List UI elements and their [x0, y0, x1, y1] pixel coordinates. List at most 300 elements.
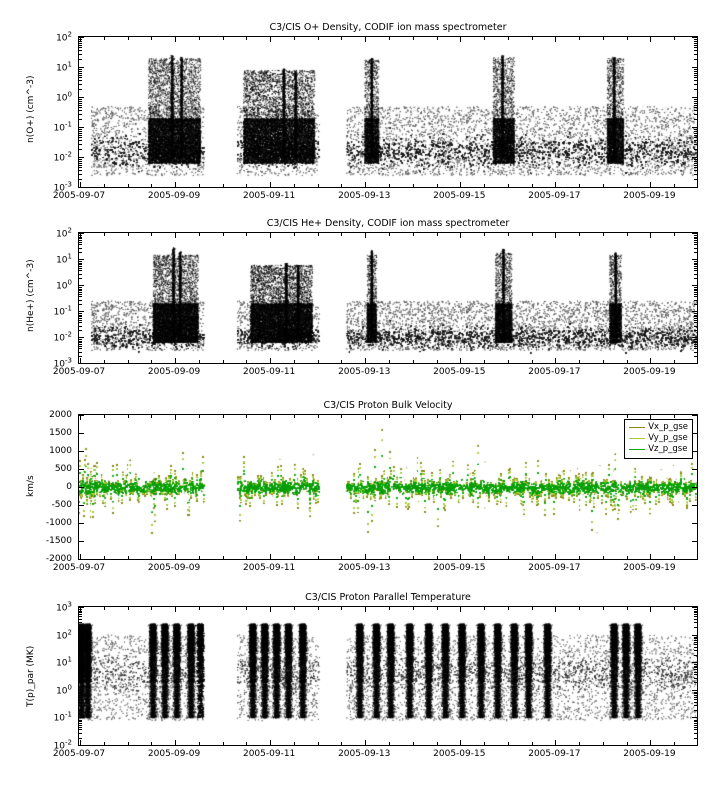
x-minor-tick	[627, 742, 628, 745]
y-minor-tick	[79, 627, 82, 628]
y-minor-tick	[79, 170, 82, 171]
y-minor-tick	[79, 47, 82, 48]
x-tick-label: 2005-09-07	[52, 749, 106, 759]
legend-entry	[629, 422, 688, 433]
y-minor-tick	[694, 313, 697, 314]
x-minor-tick	[389, 360, 390, 363]
y-minor-tick	[79, 135, 82, 136]
y-minor-tick	[694, 609, 697, 610]
x-minor-tick	[413, 360, 414, 363]
y-minor-tick	[79, 137, 82, 138]
y-minor-tick	[79, 75, 82, 76]
y-minor-tick	[694, 119, 697, 120]
y-minor-tick	[694, 692, 697, 693]
y-tick-mark	[692, 717, 697, 718]
x-tick-mark	[175, 358, 176, 363]
y-minor-tick	[694, 666, 697, 667]
x-minor-tick	[104, 37, 105, 40]
y-minor-tick	[79, 133, 82, 134]
y-minor-tick	[79, 322, 82, 323]
y-minor-tick	[79, 50, 82, 51]
x-minor-tick	[674, 233, 675, 236]
x-minor-tick	[246, 415, 247, 418]
plot-frame	[78, 414, 698, 560]
plot-data-layer	[79, 233, 697, 363]
y-tick-mark	[692, 127, 697, 128]
y-minor-tick	[79, 727, 82, 728]
x-minor-tick	[674, 742, 675, 745]
y-minor-tick	[694, 240, 697, 241]
y-minor-tick	[79, 315, 82, 316]
y-minor-tick	[694, 330, 697, 331]
x-minor-tick	[389, 556, 390, 559]
y-minor-tick	[79, 165, 82, 166]
y-minor-tick	[694, 294, 697, 295]
y-tick-mark	[79, 433, 84, 434]
x-tick-mark	[555, 37, 556, 42]
x-minor-tick	[532, 415, 533, 418]
y-minor-tick	[79, 346, 82, 347]
y-minor-tick	[694, 114, 697, 115]
y-tick-label: $10^{-2}$	[53, 738, 72, 752]
x-minor-tick	[341, 184, 342, 187]
y-minor-tick	[79, 721, 82, 722]
y-minor-tick	[79, 705, 82, 706]
y-axis-label: n(O+) (cm^-3)	[26, 75, 36, 144]
x-tick-mark	[80, 37, 81, 42]
y-minor-tick	[694, 669, 697, 670]
y-minor-tick	[694, 159, 697, 160]
y-minor-tick	[694, 170, 697, 171]
x-minor-tick	[508, 233, 509, 236]
x-minor-tick	[318, 607, 319, 610]
y-minor-tick	[694, 41, 697, 42]
x-tick-mark	[650, 607, 651, 612]
y-minor-tick	[694, 637, 697, 638]
y-minor-tick	[694, 179, 697, 180]
y-tick-mark	[692, 363, 697, 364]
y-minor-tick	[694, 163, 697, 164]
x-minor-tick	[437, 360, 438, 363]
x-minor-tick	[437, 415, 438, 418]
x-tick-mark	[175, 740, 176, 745]
y-minor-tick	[694, 84, 697, 85]
x-tick-label: 2005-09-17	[528, 191, 581, 201]
x-tick-mark	[80, 182, 81, 187]
y-minor-tick	[79, 242, 82, 243]
y-axis-label: km/s	[26, 474, 36, 497]
plot-data-layer	[79, 37, 697, 187]
y-tick-mark	[79, 487, 84, 488]
x-minor-tick	[151, 556, 152, 559]
x-minor-tick	[579, 742, 580, 745]
y-tick-label: $10^1$	[56, 60, 72, 74]
x-minor-tick	[128, 360, 129, 363]
x-minor-tick	[579, 415, 580, 418]
x-minor-tick	[151, 360, 152, 363]
y-minor-tick	[79, 678, 82, 679]
y-minor-tick	[694, 110, 697, 111]
x-tick-label: 2005-09-13	[338, 367, 391, 377]
y-minor-tick	[79, 637, 82, 638]
x-tick-label: 2005-09-17	[528, 749, 581, 759]
y-tick-mark	[692, 187, 697, 188]
y-minor-tick	[694, 129, 697, 130]
y-minor-tick	[694, 725, 697, 726]
x-tick-label: 2005-09-19	[623, 367, 676, 377]
y-minor-tick	[694, 296, 697, 297]
y-minor-tick	[79, 674, 82, 675]
y-tick-label: $10^0$	[56, 278, 72, 292]
y-tick-mark	[79, 285, 84, 286]
y-tick-label: $10^{-2}$	[53, 150, 72, 164]
y-tick-mark	[692, 233, 697, 234]
y-minor-tick	[694, 174, 697, 175]
y-minor-tick	[694, 627, 697, 628]
x-minor-tick	[508, 607, 509, 610]
y-minor-tick	[79, 71, 82, 72]
x-minor-tick	[508, 742, 509, 745]
x-minor-tick	[128, 37, 129, 40]
y-tick-mark	[692, 607, 697, 608]
x-minor-tick	[104, 607, 105, 610]
y-tick-mark	[692, 67, 697, 68]
y-minor-tick	[79, 174, 82, 175]
y-tick-label: -500	[51, 500, 72, 510]
y-tick-mark	[692, 745, 697, 746]
x-minor-tick	[104, 184, 105, 187]
x-tick-label: 2005-09-15	[433, 191, 486, 201]
x-minor-tick	[627, 360, 628, 363]
x-tick-mark	[460, 37, 461, 42]
y-minor-tick	[79, 161, 82, 162]
x-minor-tick	[199, 556, 200, 559]
x-tick-mark	[365, 233, 366, 238]
y-minor-tick	[79, 131, 82, 132]
y-minor-tick	[694, 616, 697, 617]
x-minor-tick	[579, 360, 580, 363]
y-minor-tick	[79, 77, 82, 78]
x-tick-label: 2005-09-09	[147, 563, 201, 573]
x-tick-label: 2005-09-15	[433, 367, 486, 377]
x-minor-tick	[389, 37, 390, 40]
y-minor-tick	[79, 244, 82, 245]
y-minor-tick	[79, 144, 82, 145]
x-minor-tick	[484, 556, 485, 559]
x-tick-mark	[650, 37, 651, 42]
x-minor-tick	[151, 607, 152, 610]
x-tick-label: 2005-09-09	[147, 191, 201, 201]
y-minor-tick	[79, 114, 82, 115]
x-tick-mark	[460, 358, 461, 363]
y-minor-tick	[694, 693, 697, 694]
y-minor-tick	[79, 344, 82, 345]
y-tick-label: $10^0$	[56, 683, 72, 697]
x-minor-tick	[199, 607, 200, 610]
y-minor-tick	[694, 667, 697, 668]
y-minor-tick	[79, 167, 82, 168]
y-minor-tick	[79, 294, 82, 295]
x-minor-tick	[484, 233, 485, 236]
y-minor-tick	[79, 292, 82, 293]
y-minor-tick	[79, 268, 82, 269]
x-minor-tick	[128, 184, 129, 187]
y-minor-tick	[694, 352, 697, 353]
x-tick-mark	[555, 415, 556, 420]
x-minor-tick	[674, 184, 675, 187]
y-minor-tick	[79, 73, 82, 74]
y-minor-tick	[79, 655, 82, 656]
y-minor-tick	[79, 612, 82, 613]
y-minor-tick	[79, 642, 82, 643]
y-minor-tick	[79, 45, 82, 46]
y-minor-tick	[694, 678, 697, 679]
x-minor-tick	[413, 742, 414, 745]
y-minor-tick	[694, 342, 697, 343]
plot-frame	[78, 232, 698, 364]
y-tick-mark	[79, 311, 84, 312]
y-tick-mark	[692, 523, 697, 524]
x-tick-mark	[270, 554, 271, 559]
y-minor-tick	[694, 619, 697, 620]
x-minor-tick	[532, 607, 533, 610]
y-tick-mark	[79, 67, 84, 68]
y-tick-label: 1000	[49, 446, 72, 456]
x-minor-tick	[579, 184, 580, 187]
x-minor-tick	[294, 233, 295, 236]
x-tick-mark	[650, 182, 651, 187]
x-minor-tick	[199, 233, 200, 236]
y-tick-mark	[692, 690, 697, 691]
y-minor-tick	[694, 315, 697, 316]
y-minor-tick	[79, 697, 82, 698]
y-tick-mark	[692, 97, 697, 98]
y-tick-mark	[79, 451, 84, 452]
x-minor-tick	[104, 556, 105, 559]
y-minor-tick	[694, 320, 697, 321]
y-tick-mark	[692, 259, 697, 260]
y-minor-tick	[694, 237, 697, 238]
y-minor-tick	[694, 69, 697, 70]
x-tick-mark	[365, 358, 366, 363]
y-tick-label: $10^{-1}$	[53, 304, 72, 318]
y-minor-tick	[694, 274, 697, 275]
y-tick-label: $10^{-3}$	[53, 180, 72, 194]
x-minor-tick	[341, 233, 342, 236]
y-minor-tick	[694, 268, 697, 269]
y-minor-tick	[694, 73, 697, 74]
y-minor-tick	[79, 99, 82, 100]
x-minor-tick	[318, 37, 319, 40]
chart-panel-4	[26, 592, 698, 759]
y-minor-tick	[79, 729, 82, 730]
x-minor-tick	[532, 233, 533, 236]
y-minor-tick	[79, 710, 82, 711]
y-minor-tick	[79, 667, 82, 668]
y-tick-mark	[79, 469, 84, 470]
x-minor-tick	[294, 415, 295, 418]
y-minor-tick	[79, 266, 82, 267]
x-minor-tick	[508, 184, 509, 187]
y-minor-tick	[79, 296, 82, 297]
y-minor-tick	[694, 672, 697, 673]
x-minor-tick	[341, 37, 342, 40]
x-tick-mark	[650, 233, 651, 238]
x-tick-mark	[555, 607, 556, 612]
y-tick-mark	[692, 559, 697, 560]
y-tick-label: $10^2$	[56, 30, 72, 44]
y-minor-tick	[694, 723, 697, 724]
x-minor-tick	[389, 233, 390, 236]
x-minor-tick	[413, 37, 414, 40]
y-tick-mark	[79, 97, 84, 98]
y-minor-tick	[79, 342, 82, 343]
x-minor-tick	[104, 233, 105, 236]
y-minor-tick	[694, 622, 697, 623]
y-minor-tick	[694, 101, 697, 102]
y-minor-tick	[694, 103, 697, 104]
y-minor-tick	[694, 348, 697, 349]
y-minor-tick	[694, 705, 697, 706]
y-tick-label: $10^1$	[56, 252, 72, 266]
y-minor-tick	[694, 244, 697, 245]
y-minor-tick	[694, 674, 697, 675]
x-minor-tick	[674, 360, 675, 363]
x-tick-mark	[365, 740, 366, 745]
y-minor-tick	[79, 252, 82, 253]
x-tick-mark	[555, 182, 556, 187]
x-minor-tick	[532, 742, 533, 745]
x-minor-tick	[341, 360, 342, 363]
x-minor-tick	[532, 556, 533, 559]
y-tick-mark	[692, 469, 697, 470]
x-minor-tick	[128, 742, 129, 745]
x-tick-label: 2005-09-07	[52, 367, 106, 377]
x-minor-tick	[294, 37, 295, 40]
y-tick-label: $10^{-2}$	[53, 330, 72, 344]
x-tick-mark	[650, 740, 651, 745]
x-minor-tick	[603, 233, 604, 236]
y-minor-tick	[79, 240, 82, 241]
x-tick-mark	[80, 607, 81, 612]
x-minor-tick	[674, 556, 675, 559]
y-minor-tick	[694, 614, 697, 615]
y-minor-tick	[694, 99, 697, 100]
x-minor-tick	[294, 184, 295, 187]
y-minor-tick	[694, 720, 697, 721]
y-tick-label: -2000	[45, 554, 72, 564]
y-minor-tick	[694, 50, 697, 51]
x-minor-tick	[508, 360, 509, 363]
x-minor-tick	[151, 233, 152, 236]
x-tick-label: 2005-09-19	[623, 191, 676, 201]
x-minor-tick	[199, 415, 200, 418]
x-minor-tick	[413, 607, 414, 610]
x-tick-mark	[175, 554, 176, 559]
y-tick-label: $10^{-1}$	[53, 710, 72, 724]
y-minor-tick	[79, 693, 82, 694]
y-minor-tick	[79, 339, 82, 340]
y-minor-tick	[79, 238, 82, 239]
y-minor-tick	[694, 300, 697, 301]
y-tick-mark	[79, 363, 84, 364]
x-tick-mark	[80, 554, 81, 559]
y-tick-mark	[79, 259, 84, 260]
x-minor-tick	[341, 415, 342, 418]
y-minor-tick	[694, 47, 697, 48]
x-tick-mark	[650, 554, 651, 559]
x-tick-label: 2005-09-17	[528, 563, 581, 573]
x-tick-label: 2005-09-11	[242, 191, 296, 201]
x-tick-mark	[270, 607, 271, 612]
y-tick-mark	[692, 37, 697, 38]
y-minor-tick	[79, 80, 82, 81]
x-minor-tick	[674, 37, 675, 40]
x-minor-tick	[246, 184, 247, 187]
x-minor-tick	[579, 37, 580, 40]
x-minor-tick	[484, 360, 485, 363]
y-minor-tick	[79, 264, 82, 265]
legend-swatch-icon	[629, 449, 645, 450]
x-tick-mark	[555, 554, 556, 559]
x-tick-label: 2005-09-19	[623, 563, 676, 573]
y-minor-tick	[79, 110, 82, 111]
x-tick-label: 2005-09-07	[52, 563, 106, 573]
y-minor-tick	[694, 167, 697, 168]
y-minor-tick	[694, 131, 697, 132]
x-minor-tick	[223, 742, 224, 745]
chart-panel-3	[26, 400, 698, 573]
y-tick-mark	[692, 337, 697, 338]
x-tick-mark	[555, 233, 556, 238]
y-minor-tick	[694, 727, 697, 728]
x-minor-tick	[223, 184, 224, 187]
y-minor-tick	[79, 720, 82, 721]
x-minor-tick	[389, 742, 390, 745]
x-minor-tick	[508, 556, 509, 559]
x-minor-tick	[413, 184, 414, 187]
x-tick-label: 2005-09-11	[242, 367, 296, 377]
y-tick-mark	[79, 559, 84, 560]
y-minor-tick	[79, 320, 82, 321]
y-minor-tick	[694, 264, 697, 265]
y-tick-label: $10^{-3}$	[53, 356, 72, 370]
x-minor-tick	[413, 415, 414, 418]
y-minor-tick	[694, 304, 697, 305]
y-minor-tick	[79, 270, 82, 271]
x-minor-tick	[104, 360, 105, 363]
x-minor-tick	[318, 742, 319, 745]
y-minor-tick	[694, 729, 697, 730]
y-minor-tick	[79, 695, 82, 696]
y-minor-tick	[79, 179, 82, 180]
x-minor-tick	[199, 184, 200, 187]
y-minor-tick	[694, 105, 697, 106]
x-tick-label: 2005-09-13	[338, 191, 391, 201]
y-minor-tick	[79, 352, 82, 353]
y-axis-label: n(He+) (cm^-3)	[26, 258, 36, 332]
y-minor-tick	[79, 669, 82, 670]
x-minor-tick	[437, 556, 438, 559]
y-minor-tick	[79, 664, 82, 665]
x-minor-tick	[603, 415, 604, 418]
x-minor-tick	[579, 607, 580, 610]
x-minor-tick	[104, 742, 105, 745]
y-tick-mark	[79, 505, 84, 506]
y-minor-tick	[694, 611, 697, 612]
x-tick-mark	[460, 415, 461, 420]
x-tick-mark	[365, 37, 366, 42]
